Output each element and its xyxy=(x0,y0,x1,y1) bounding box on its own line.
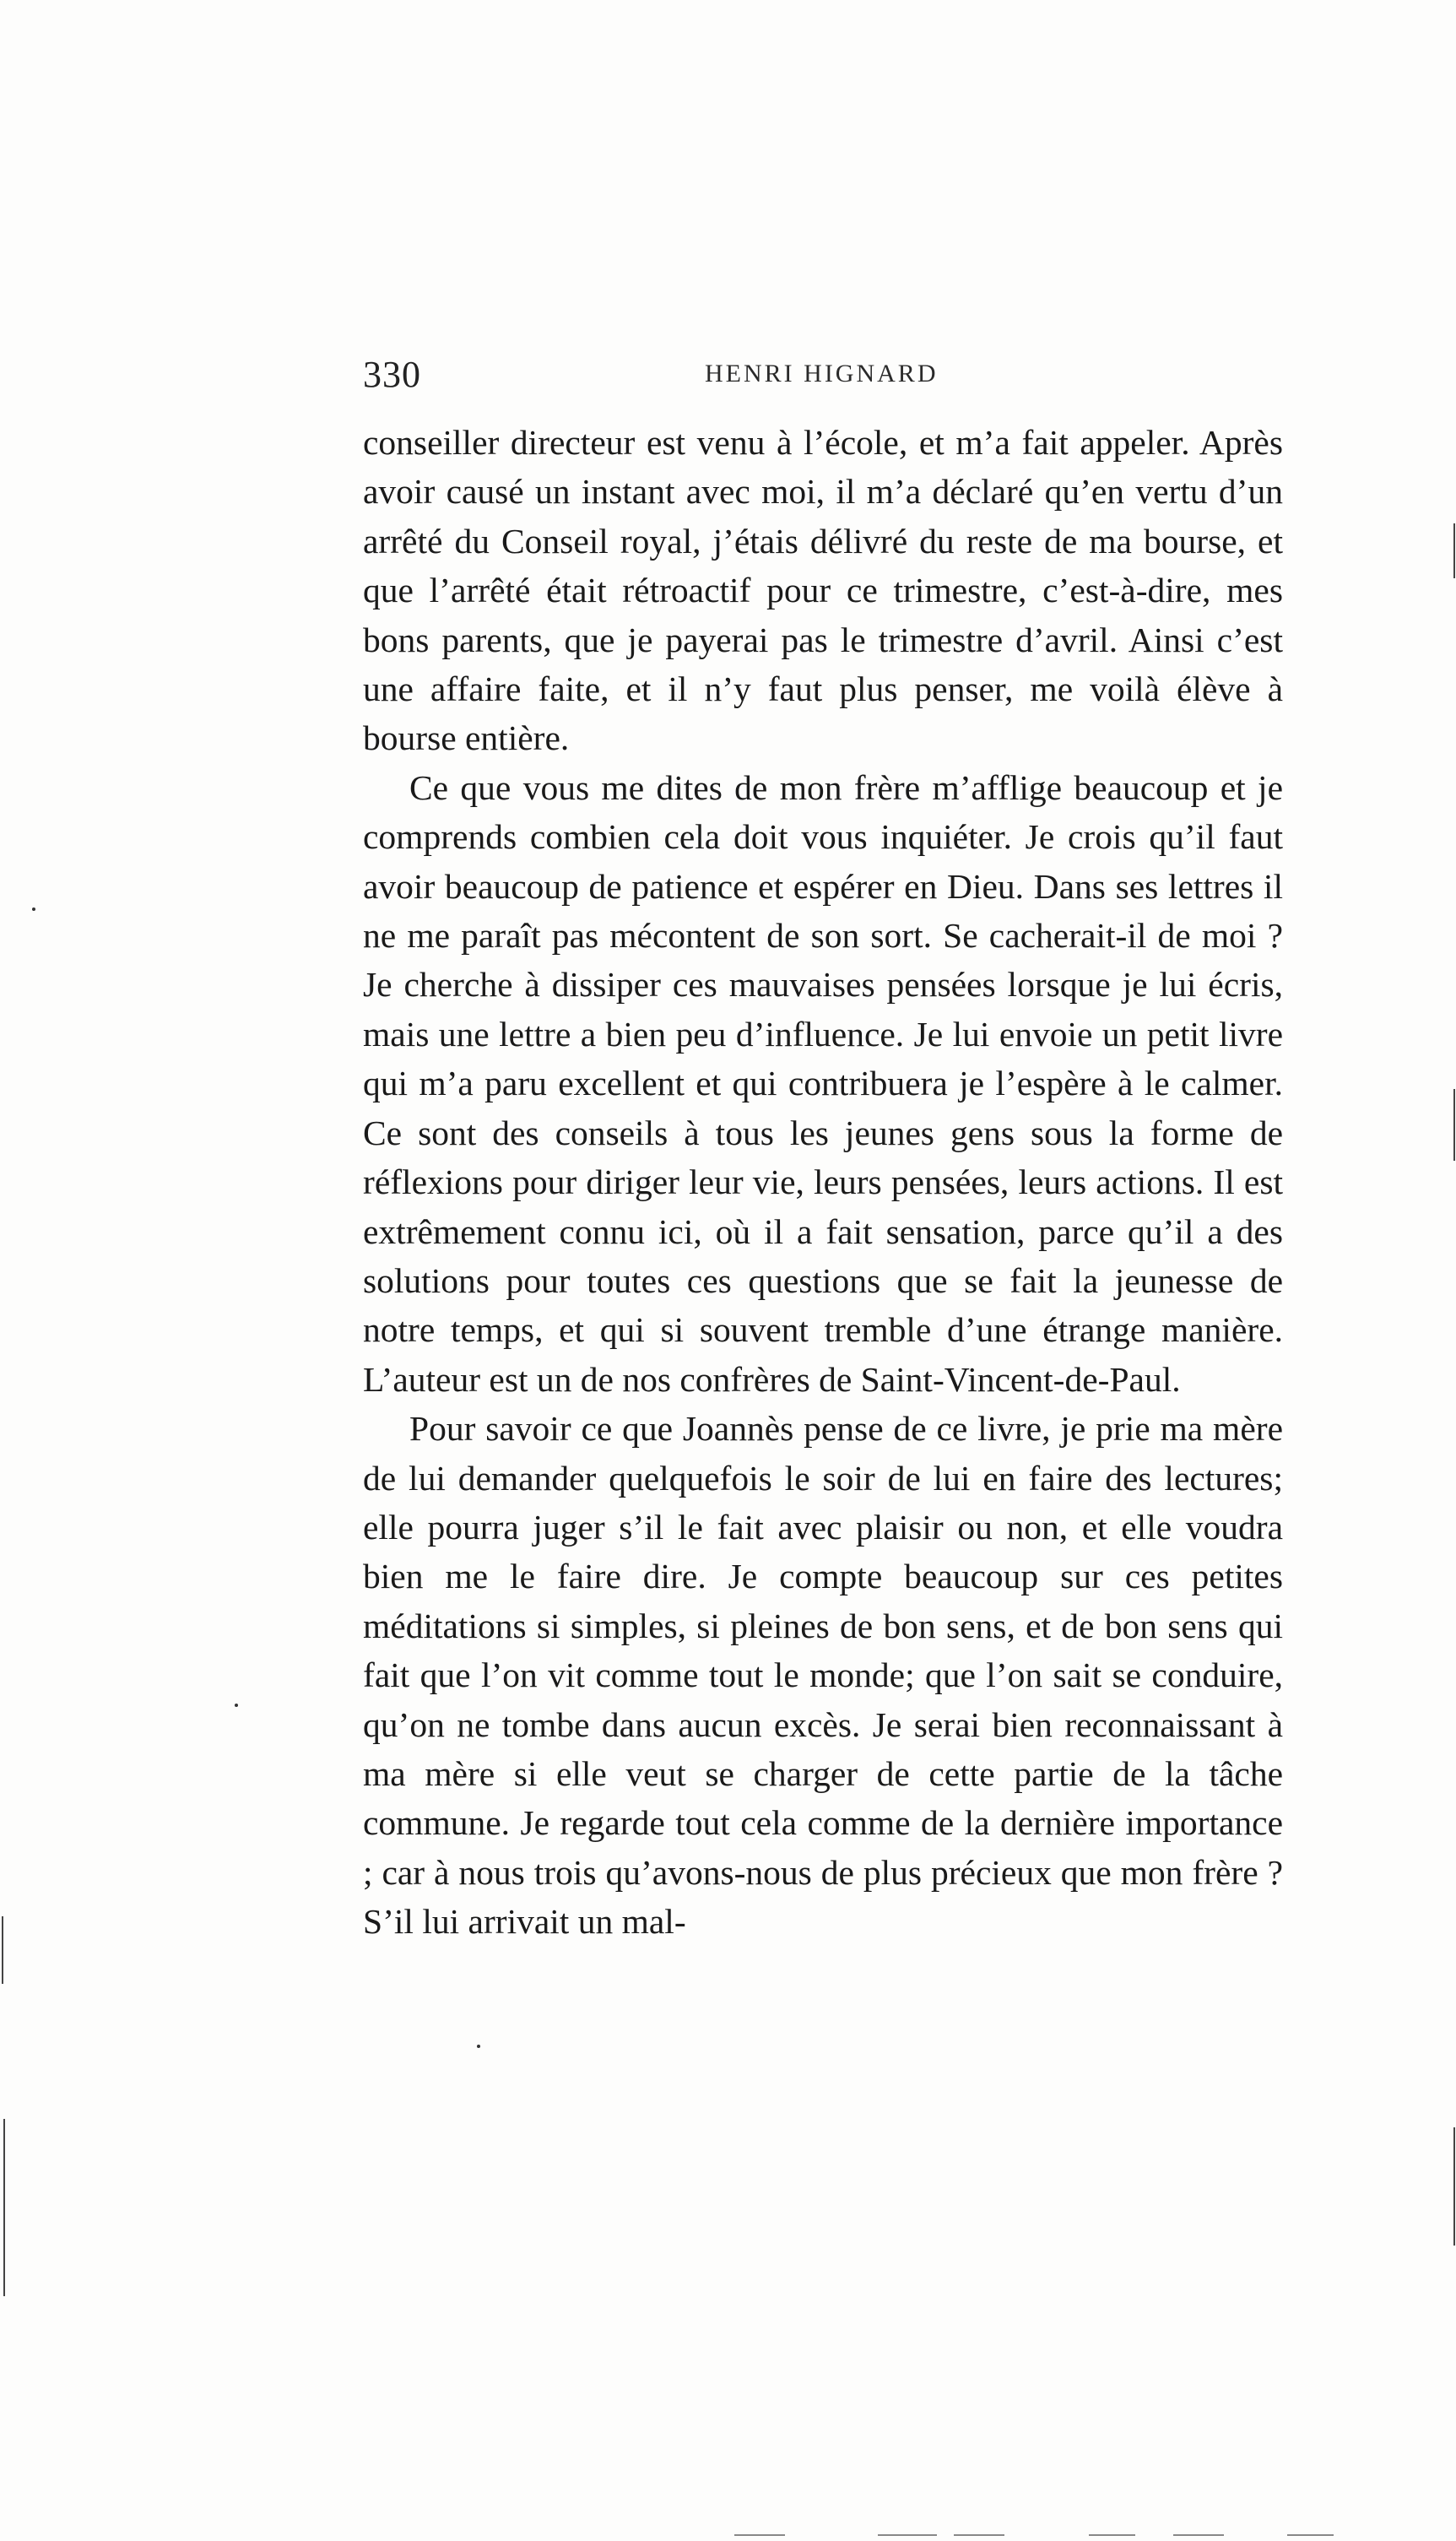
scan-mark-right-2 xyxy=(1453,1089,1455,1161)
scan-speck-3 xyxy=(32,908,35,911)
scan-mark-left-1 xyxy=(2,1916,3,1984)
running-head: HENRI HIGNARD xyxy=(705,360,939,387)
scan-edge-bottom-3 xyxy=(954,2534,1004,2536)
paragraph-2: Ce que vous me dites de mon frère m’afflige beaucoup et je comprends combien cela doit vous inquiéter. Je crois qu’il faut avoir beaucoup de patience et espérer en Dieu. Dans ses lettres il ne me paraît pas mécontent de son sort. Se cacherait-il de moi ? Je cherche à dissiper ces mauvaises pensées lorsque je lui écris, mais une lettre a bien peu d’influence. Je lui envoie un petit livre qui m’a paru excellent et qui contribuera je l’espère à le calmer. Ce sont des conseils à tous les jeunes gens sous la forme de réflexions pour diriger leur vie, leurs pensées, leurs actions. Il est extrêmement connu ici, où il a fait sensation, parce qu’il a des solutions pour toutes ces questions que se fait la jeunesse de notre temps, et qui si souvent tremble d’une étrange manière. L’auteur est un de nos confrères de Saint-Vincent-de-Paul. xyxy=(363,767,1283,1399)
scan-mark-right-1 xyxy=(1453,523,1455,578)
paragraph-3: Pour savoir ce que Joannès pense de ce livre, je prie ma mère de lui demander quelquefois le soir de lui en faire des lectures; elle pourra juger s’il le fait avec plaisir ou non, et elle voudra bien me le faire dire. Je compte beaucoup sur ces petites méditations si simples, si pleines de bon sens, et de bon sens qui fait que l’on vit comme tout le monde; que l’on sait se conduire, qu’on ne tombe dans aucun excès. Je serai bien reconnaissant à ma mère si elle veut se charger de cette partie de la tâche commune. Je regarde tout cela comme de la dernière importance ; car à nous trois qu’avons-nous de plus précieux que mon frère ? S’il lui arrivait un mal- xyxy=(363,1409,1283,1942)
scan-speck-1 xyxy=(235,1704,238,1707)
scan-mark-right-3 xyxy=(1453,2127,1455,2246)
page-header xyxy=(363,353,1300,404)
scan-edge-bottom-4 xyxy=(1089,2534,1135,2536)
scan-edge-bottom-6 xyxy=(1287,2534,1334,2536)
scan-edge-bottom-5 xyxy=(1173,2534,1224,2536)
scan-edge-bottom-2 xyxy=(878,2534,937,2536)
paragraph-1: conseiller directeur est venu à l’école, et m’a fait appeler. Après avoir causé un instant avec moi, il m’a déclaré qu’en vertu d’un arrêté du Conseil royal, j’étais délivré du reste de ma bourse, et que l’arrêté était rétroactif pour ce trimestre, c’est-à-dire, mes bons parents, que je payerai pas le trimestre d’avril. Ainsi c’est une affaire faite, et il n’y faut plus penser, me voilà élève à bourse entière. xyxy=(363,423,1283,758)
scan-edge-bottom-1 xyxy=(734,2534,785,2536)
scan-speck-2 xyxy=(477,2045,480,2048)
body-text xyxy=(363,418,1283,1947)
scan-mark-left-2 xyxy=(3,2119,5,2296)
page-number: 330 xyxy=(363,354,421,395)
